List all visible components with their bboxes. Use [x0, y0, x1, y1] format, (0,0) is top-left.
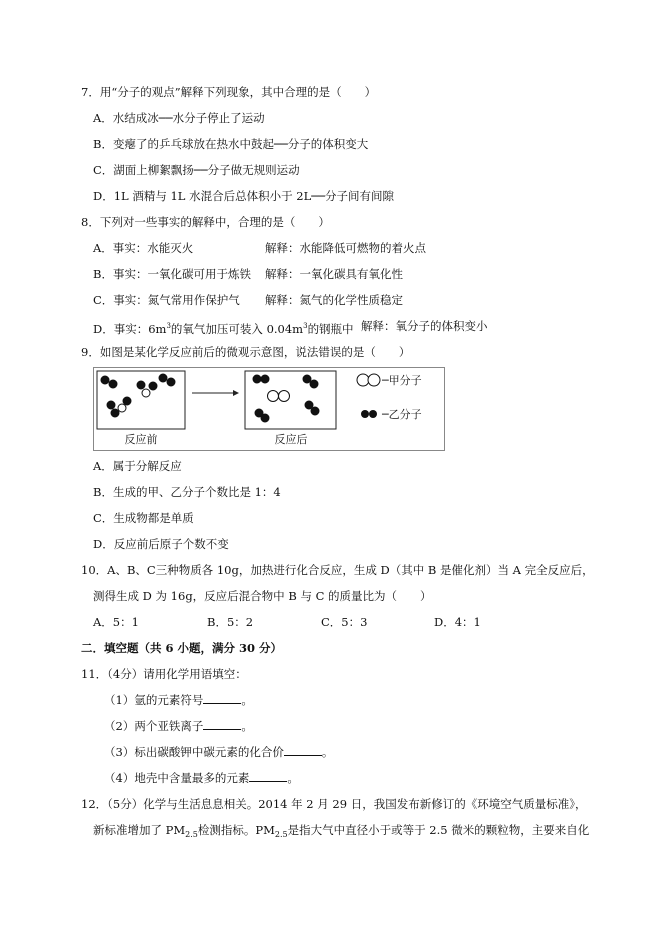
label-after: 反应后	[274, 433, 308, 446]
atom-black	[111, 409, 119, 417]
q8-option-c-fact: C．事实：氮气常用作保护气	[93, 293, 240, 307]
q8-option-d-explanation: 解释：氧分子的体积变小	[361, 319, 488, 333]
legend-jia	[357, 373, 422, 387]
q11-sub4-end: 。	[287, 771, 299, 785]
q12-line2	[93, 822, 589, 843]
q8-option-b-explanation: 解释：一氧化碳具有氧化性	[265, 267, 403, 281]
q7-option-a: A．水结成冰──水分子停止了运动	[93, 111, 265, 125]
q11-sub1	[104, 692, 253, 708]
q11-sub4	[104, 770, 299, 786]
atom-black	[261, 414, 269, 422]
legend-jia-atom	[368, 374, 380, 386]
arrow-head	[233, 390, 239, 396]
q11-stem: 11．（4分）请用化学用语填空：	[81, 667, 247, 681]
q9-option-c: C．生成物都是单质	[93, 511, 194, 525]
after-molecules	[253, 375, 319, 422]
legend-yi-label: ─乙分子	[382, 408, 422, 421]
q8-d-pre: D．事实：6m	[93, 322, 167, 336]
q11-sub3-end: 。	[321, 745, 334, 759]
answer-blank[interactable]	[284, 744, 322, 756]
q8-d-post: 的钢瓶中	[307, 322, 354, 336]
q10-option-a: A．5：1	[93, 615, 139, 629]
q12-l2b: 检测指标。PM	[197, 823, 275, 837]
atom-white	[268, 391, 279, 402]
atom-black	[109, 380, 117, 388]
q8-option-d-fact	[93, 318, 354, 337]
q7-option-b: B．变瘪了的乒乓球放在热水中鼓起──分子的体积变大	[93, 137, 369, 151]
legend-jia-atom	[357, 374, 369, 386]
answer-blank[interactable]	[249, 770, 287, 782]
q8-d-mid: 的氧气加压可装入 0.04m	[170, 322, 304, 336]
q11-sub1-text: （1）氩的元素符号	[104, 693, 204, 707]
q9-stem: 9．如图是某化学反应前后的微观示意图，说法错误的是（ ）	[81, 345, 411, 359]
atom-black	[137, 381, 145, 389]
legend-yi-atom	[369, 410, 377, 418]
q8-option-a-fact: A．事实：水能灭火	[93, 241, 194, 255]
atom-black	[149, 382, 157, 390]
q11-sub3-text: （3）标出碳酸钾中碳元素的化合价	[104, 745, 284, 759]
atom-black	[303, 375, 311, 383]
q8-stem: 8．下列对一些事实的解释中，合理的是（ ）	[81, 215, 330, 229]
q12-line1: 12．（5分）化学与生活息息相关。2014 年 2 月 29 日，我国发布新修订的《环境空气质量标准》，	[81, 797, 587, 811]
answer-blank[interactable]	[203, 718, 241, 730]
reaction-diagram	[93, 367, 445, 451]
atom-black	[261, 375, 269, 383]
atom-black	[305, 401, 313, 409]
legend-yi	[361, 407, 422, 421]
before-molecules	[101, 374, 175, 417]
q8-d-sup1: 3	[166, 322, 171, 330]
legend-jia-label: ─甲分子	[382, 374, 422, 387]
legend-yi-atom	[361, 410, 369, 418]
q9-option-b: B．生成的甲、乙分子个数比是 1：4	[93, 485, 281, 499]
q11-sub2-end: 。	[241, 719, 253, 733]
atom-black	[123, 397, 131, 405]
section-title: 二．填空题（共 6 小题，满分 30 分）	[81, 641, 283, 655]
q11-sub2-text: （2）两个亚铁离子	[104, 719, 204, 733]
q7-stem: 7．用“分子的观点”解释下列现象，其中合理的是（ ）	[81, 85, 377, 99]
q10-option-b: B．5：2	[207, 615, 254, 629]
q12-pm-sub1: 2.5	[185, 830, 198, 839]
atom-black	[253, 375, 261, 383]
label-before: 反应前	[124, 433, 158, 446]
atom-black	[159, 374, 167, 382]
atom-black	[310, 380, 318, 388]
atom-black	[101, 376, 109, 384]
q11-sub2	[104, 718, 253, 734]
atom-black	[311, 407, 319, 415]
q8-option-a-explanation: 解释：水能降低可燃物的着火点	[265, 241, 426, 255]
q7-option-c: C．湖面上柳絮飘扬──分子做无规则运动	[93, 163, 300, 177]
q11-sub3	[104, 744, 333, 760]
q10-stem-line1: 10．A、B、C三种物质各 10g，加热进行化合反应，生成 D（其中 B 是催化剂）当 A 完全反应后，	[81, 563, 594, 577]
q10-option-d: D．4：1	[434, 615, 481, 629]
q10-stem-line2: 测得生成 D 为 16g，反应后混合物中 B 与 C 的质量比为（ ）	[93, 589, 432, 603]
q8-d-sup2: 3	[303, 322, 308, 330]
q8-option-c-explanation: 解释：氮气的化学性质稳定	[265, 293, 403, 307]
q12-l2a: 新标准增加了 PM	[93, 823, 186, 837]
answer-blank[interactable]	[203, 692, 241, 704]
q11-sub1-end: 。	[241, 693, 253, 707]
atom-white	[142, 389, 150, 397]
q12-l2c: 是指大气中直径小于或等于 2.5 微米的颗粒物，主要来自化	[287, 823, 590, 837]
q9-option-a: A．属于分解反应	[93, 459, 182, 473]
q10-option-c: C．5：3	[321, 615, 368, 629]
q7-option-d: D．1L 酒精与 1L 水混合后总体积小于 2L──分子间有间隙	[93, 189, 395, 203]
q8-option-b-fact: B．事实：一氧化碳可用于炼铁	[93, 267, 251, 281]
atom-black	[167, 378, 175, 386]
atom-white	[118, 404, 126, 412]
atom-black	[107, 401, 115, 409]
q12-pm-sub2: 2.5	[274, 830, 288, 839]
atom-white	[279, 391, 290, 402]
q9-option-d: D．反应前后原子个数不变	[93, 537, 229, 551]
q11-sub4-text: （4）地壳中含量最多的元素	[104, 771, 250, 785]
